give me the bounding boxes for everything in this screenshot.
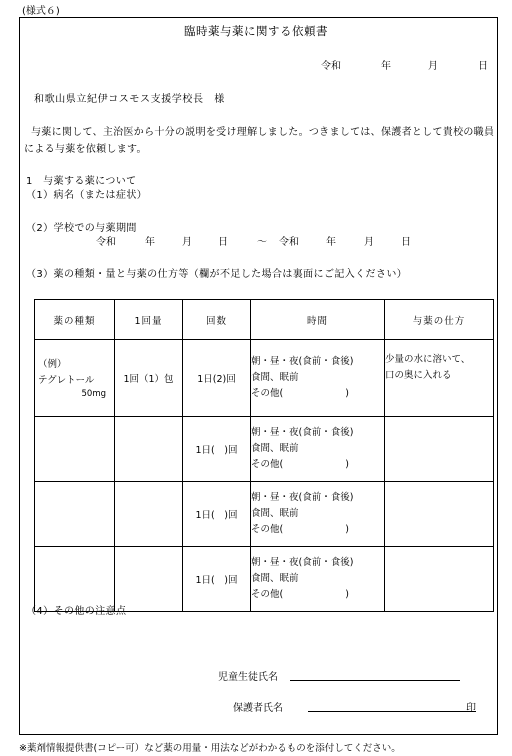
table-header-row xyxy=(35,300,494,340)
table-row xyxy=(35,482,494,547)
example-medicine-name: テグレトール xyxy=(38,375,95,386)
example-medicine-dose: 50mg xyxy=(81,389,106,399)
header-medicine-type: 薬の種類 xyxy=(35,300,115,340)
section-medication-heading: 1 与薬する薬について xyxy=(26,176,137,187)
times-field[interactable]: 1日( )回 xyxy=(183,482,251,547)
seal-mark: 印 xyxy=(466,703,476,714)
period-tilde: ～ xyxy=(257,237,267,248)
administration-period-heading: （2）学校での与薬期間 xyxy=(26,223,137,234)
method-field[interactable] xyxy=(385,547,494,612)
date-year: 年 xyxy=(381,61,391,72)
example-medicine-cell xyxy=(35,340,115,417)
example-amount: 1回（1）包 xyxy=(115,340,183,417)
example-label: （例） xyxy=(38,359,67,370)
header-frequency: 回数 xyxy=(183,300,251,340)
document-title: 臨時薬与薬に関する依頼書 xyxy=(184,24,328,38)
method-field[interactable] xyxy=(385,482,494,547)
medication-details-heading: （3）薬の種類・量と与薬の仕方等（欄が不足した場合は裏面にご記入ください） xyxy=(26,269,408,280)
date-month: 月 xyxy=(428,61,438,72)
date-day: 日 xyxy=(478,61,488,72)
dose-field[interactable] xyxy=(115,482,183,547)
period-end-month: 月 xyxy=(364,237,374,248)
medicine-type-field[interactable] xyxy=(35,482,115,547)
period-start-day: 日 xyxy=(218,237,228,248)
date-era: 令和 xyxy=(321,61,341,72)
request-body-text: 与薬に関して、主治医から十分の説明を受け理解しました。つきましては、保護者として貴校の職員による与薬を依頼します。 xyxy=(24,127,495,155)
medication-table xyxy=(34,299,494,612)
table-row-example xyxy=(35,340,494,417)
medicine-type-field[interactable] xyxy=(35,417,115,482)
footnote: ※薬剤情報提供書(コピー可）など薬の用量・用法などがわかるものを添付してください。 xyxy=(19,743,401,754)
period-start-year: 年 xyxy=(145,237,155,248)
header-dose: 1回量 xyxy=(115,300,183,340)
disease-name-heading: （1）病名（または症状） xyxy=(26,190,148,201)
guardian-name-field[interactable] xyxy=(308,711,476,712)
example-times: 1日(2)回 xyxy=(183,340,251,417)
example-timing: 朝・昼・夜(食前・食後) 食間、眠前 その他( ) xyxy=(251,340,385,417)
form-number: (様式６) xyxy=(22,6,60,17)
guardian-name-label: 保護者氏名 xyxy=(233,703,283,714)
header-method: 与薬の仕方 xyxy=(385,300,494,340)
times-field[interactable]: 1日( )回 xyxy=(183,417,251,482)
example-method: 少量の水に溶いて、 口の奥に入れる xyxy=(385,340,494,417)
period-start-era: 令和 xyxy=(96,237,116,248)
other-notes-heading: （4）その他の注意点 xyxy=(26,606,127,617)
addressee: 和歌山県立紀伊コスモス支援学校長 様 xyxy=(34,94,225,105)
dose-field[interactable] xyxy=(115,417,183,482)
student-name-label: 児童生徒氏名 xyxy=(218,672,278,683)
timing-field[interactable]: 朝・昼・夜(食前・食後) 食間、眠前 その他( ) xyxy=(251,417,385,482)
header-timing: 時間 xyxy=(251,300,385,340)
times-field[interactable]: 1日( )回 xyxy=(183,547,251,612)
period-end-day: 日 xyxy=(401,237,411,248)
timing-field[interactable]: 朝・昼・夜(食前・食後) 食間、眠前 その他( ) xyxy=(251,482,385,547)
student-name-field[interactable] xyxy=(290,680,460,681)
timing-field[interactable]: 朝・昼・夜(食前・食後) 食間、眠前 その他( ) xyxy=(251,547,385,612)
table-row xyxy=(35,417,494,482)
method-field[interactable] xyxy=(385,417,494,482)
period-end-era: 令和 xyxy=(279,237,299,248)
period-end-year: 年 xyxy=(326,237,336,248)
period-start-month: 月 xyxy=(182,237,192,248)
